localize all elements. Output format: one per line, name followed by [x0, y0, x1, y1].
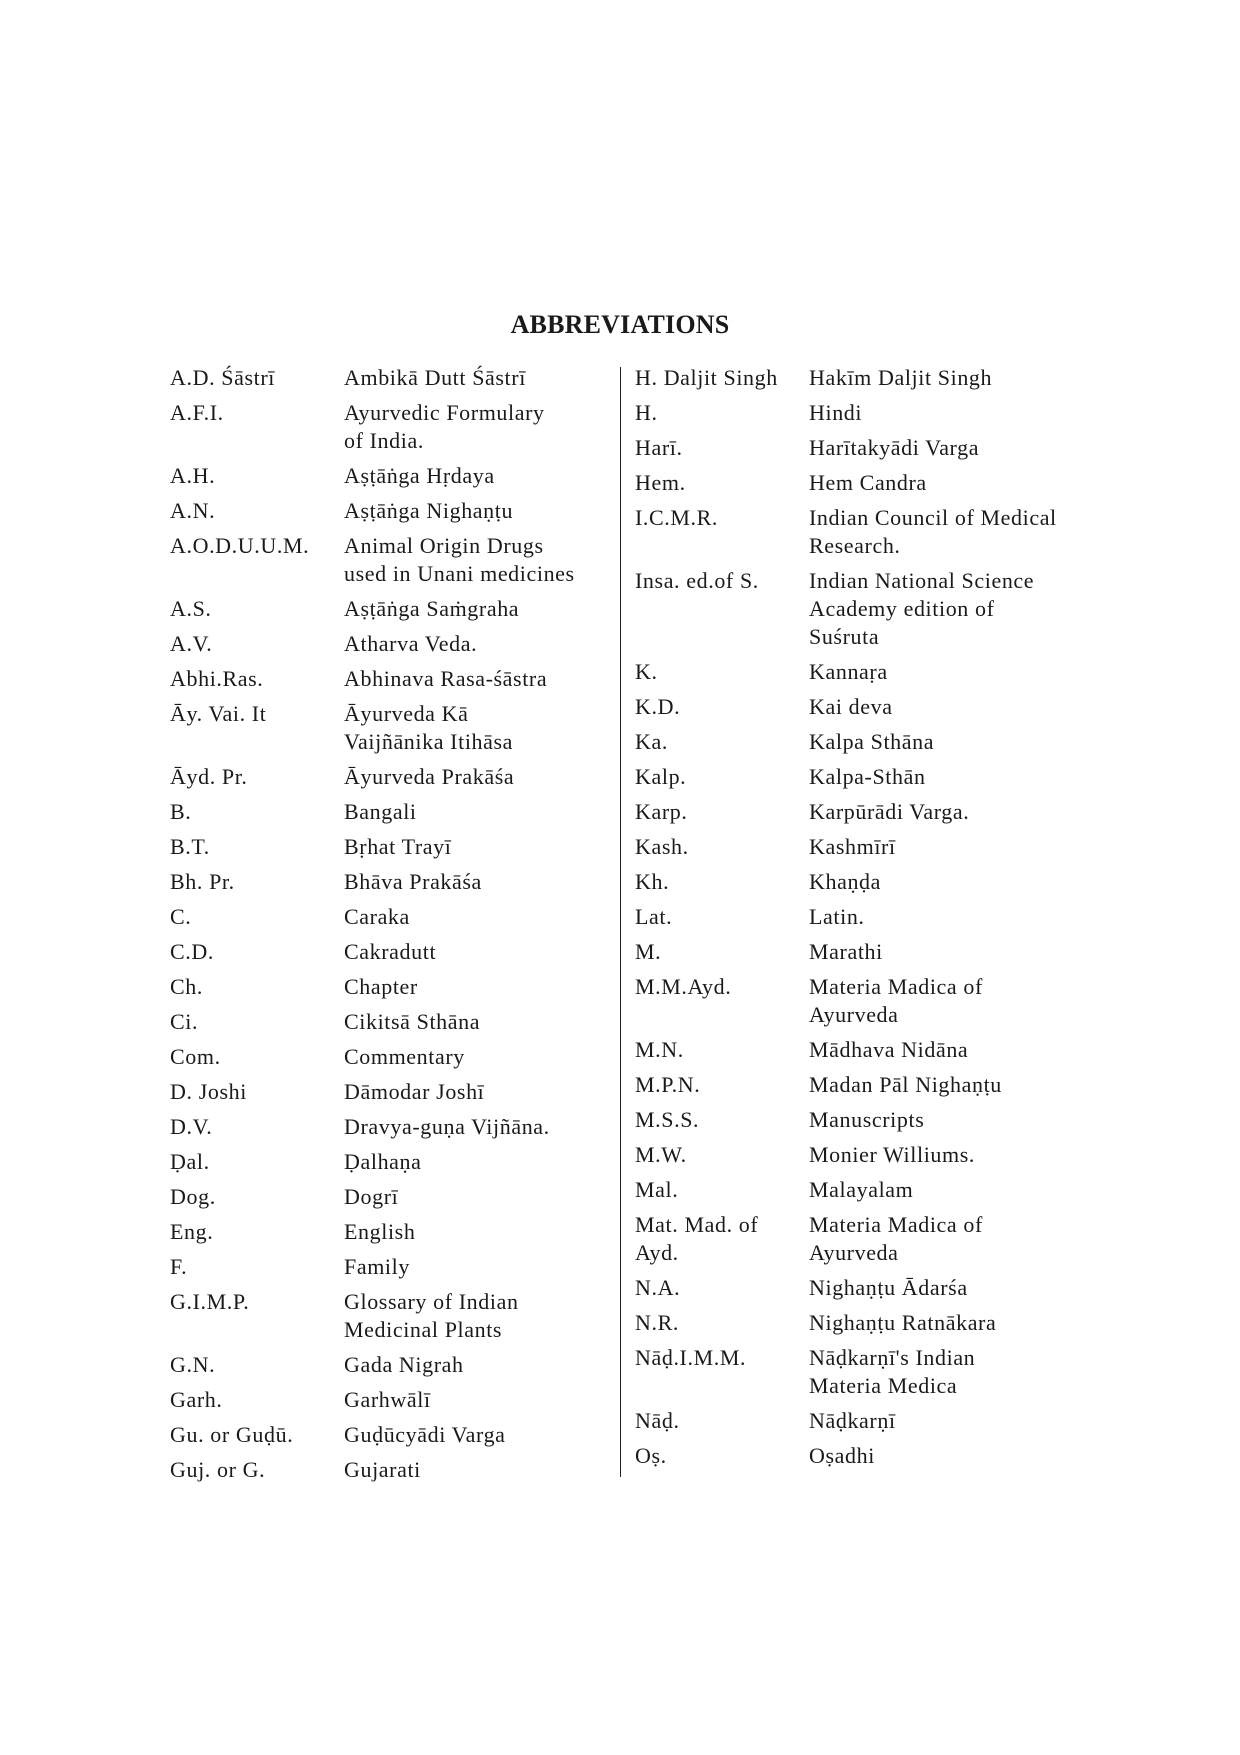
abbreviation: Kash. — [635, 834, 689, 859]
abbreviation-entry — [635, 1442, 1095, 1470]
abbreviation-entry — [635, 364, 1095, 392]
column-divider — [620, 367, 621, 1477]
abbreviation: N.A. — [635, 1275, 681, 1300]
abbreviation-meaning: Nāḍkarṇī's Indian Materia Medica — [809, 1345, 976, 1398]
abbreviation-entry — [635, 868, 1095, 896]
abbreviation-meaning: Cakradutt — [344, 939, 437, 964]
abbreviation-meaning: Family — [344, 1254, 410, 1279]
abbreviation-entry — [635, 973, 1095, 1029]
abbreviation: M.M.Ayd. — [635, 974, 732, 999]
abbreviation-entry — [170, 763, 610, 791]
abbreviation-entry — [635, 504, 1095, 560]
abbreviation-meaning: Khaṇḍa — [809, 869, 882, 894]
left-column — [170, 364, 610, 1491]
abbreviation: A.S. — [170, 596, 212, 621]
abbreviation: K.D. — [635, 694, 681, 719]
abbreviation-entry — [170, 532, 610, 588]
abbreviation: H. — [635, 400, 658, 425]
abbreviation-meaning: Aṣṭāṅga Saṁgraha — [344, 596, 520, 621]
abbreviation-entry — [170, 1043, 610, 1071]
abbreviation-meaning: Garhwālī — [344, 1387, 431, 1412]
abbreviation-meaning: Cikitsā Sthāna — [344, 1009, 481, 1034]
abbreviation-entry — [170, 1288, 610, 1344]
abbreviation-meaning: Materia Madica of Ayurveda — [809, 1212, 983, 1265]
abbreviation-meaning: Āyurveda Prakāśa — [344, 764, 515, 789]
abbreviation-meaning: Kalpa-Sthān — [809, 764, 926, 789]
abbreviation-entry — [635, 693, 1095, 721]
abbreviation-entry — [635, 763, 1095, 791]
abbreviation-meaning: Bṛhat Trayī — [344, 834, 452, 859]
abbreviation-meaning: Ambikā Dutt Śāstrī — [344, 365, 526, 390]
abbreviation-meaning: Materia Madica of Ayurveda — [809, 974, 983, 1027]
abbreviation: C. — [170, 904, 192, 929]
abbreviation-entry — [635, 1071, 1095, 1099]
abbreviation-entry — [170, 1421, 610, 1449]
abbreviation: Nāḍ.I.M.M. — [635, 1345, 747, 1370]
abbreviation-meaning: Mādhava Nidāna — [809, 1037, 969, 1062]
abbreviation-entry — [635, 1274, 1095, 1302]
abbreviation: M.N. — [635, 1037, 684, 1062]
abbreviation: Nāḍ. — [635, 1408, 680, 1433]
abbreviation-meaning: Oṣadhi — [809, 1443, 875, 1468]
abbreviation-meaning: Monier Williums. — [809, 1142, 975, 1167]
abbreviation: I.C.M.R. — [635, 505, 719, 530]
abbreviation: M.P.N. — [635, 1072, 701, 1097]
abbreviation: Hem. — [635, 470, 686, 495]
abbreviation-meaning: Kalpa Sthāna — [809, 729, 935, 754]
abbreviation-entry — [170, 903, 610, 931]
abbreviation-meaning: Dogrī — [344, 1184, 399, 1209]
abbreviation-meaning: Atharva Veda. — [344, 631, 478, 656]
abbreviation: H. Daljit Singh — [635, 365, 778, 390]
abbreviation-meaning: Hindi — [809, 400, 863, 425]
abbreviation: A.F.I. — [170, 400, 224, 425]
abbreviation-entry — [635, 658, 1095, 686]
abbreviation-meaning: Guḍūcyādi Varga — [344, 1422, 506, 1447]
abbreviation-entry — [170, 1218, 610, 1246]
abbreviation: Harī. — [635, 435, 683, 460]
abbreviation-entry — [635, 1106, 1095, 1134]
abbreviation-meaning: Madan Pāl Nighaṇṭu — [809, 1072, 1002, 1097]
abbreviation-entry — [170, 868, 610, 896]
abbreviation-entry — [635, 798, 1095, 826]
abbreviation-entry — [170, 1008, 610, 1036]
abbreviation-entry — [635, 728, 1095, 756]
abbreviation-meaning: Latin. — [809, 904, 865, 929]
abbreviation: D.V. — [170, 1114, 213, 1139]
abbreviation: B. — [170, 799, 192, 824]
abbreviation-entry — [635, 1309, 1095, 1337]
abbreviation-entry — [635, 903, 1095, 931]
abbreviation: M. — [635, 939, 662, 964]
abbreviation-meaning: Chapter — [344, 974, 418, 999]
abbreviation-entry — [170, 399, 610, 455]
abbreviation-meaning: Aṣṭāṅga Nighaṇṭu — [344, 498, 514, 523]
abbreviation: G.I.M.P. — [170, 1289, 250, 1314]
abbreviation-entry — [170, 973, 610, 1001]
abbreviation-meaning: Dravya-guṇa Vijñāna. — [344, 1114, 550, 1139]
page-title: ABBREVIATIONS — [510, 310, 730, 339]
abbreviation-meaning: Hakīm Daljit Singh — [809, 365, 993, 390]
abbreviation: Eng. — [170, 1219, 214, 1244]
abbreviation-meaning: Glossary of Indian Medicinal Plants — [344, 1289, 519, 1342]
abbreviation-entry — [170, 798, 610, 826]
abbreviation: F. — [170, 1254, 188, 1279]
abbreviation-meaning: Marathi — [809, 939, 883, 964]
abbreviation-entry — [170, 462, 610, 490]
abbreviation: A.D. Śāstrī — [170, 365, 275, 390]
abbreviation-meaning: Gujarati — [344, 1457, 421, 1482]
abbreviation-entry — [170, 833, 610, 861]
abbreviation-meaning: Aṣṭāṅga Hṛdaya — [344, 463, 495, 488]
abbreviation-entry — [635, 1141, 1095, 1169]
abbreviation-entry — [635, 567, 1095, 651]
abbreviation: Mal. — [635, 1177, 679, 1202]
abbreviation-entry — [170, 938, 610, 966]
abbreviation: M.S.S. — [635, 1107, 700, 1132]
abbreviation: Kh. — [635, 869, 670, 894]
abbreviation: Āyd. Pr. — [170, 764, 248, 789]
abbreviation-entry — [170, 700, 610, 756]
abbreviation-entry — [170, 1351, 610, 1379]
abbreviation-entry — [635, 938, 1095, 966]
abbreviation: Lat. — [635, 904, 673, 929]
abbreviation-entry — [170, 1078, 610, 1106]
abbreviation: Insa. ed.of S. — [635, 568, 759, 593]
abbreviation: Āy. Vai. It — [170, 701, 267, 726]
abbreviation: B.T. — [170, 834, 210, 859]
abbreviation-entry — [170, 364, 610, 392]
right-column — [635, 364, 1095, 1477]
abbreviation: Ka. — [635, 729, 668, 754]
abbreviation-meaning: Hem Candra — [809, 470, 927, 495]
abbreviation-entry — [170, 497, 610, 525]
abbreviation-meaning: Harītakyādi Varga — [809, 435, 980, 460]
abbreviation-entry — [170, 630, 610, 658]
abbreviation: Oṣ. — [635, 1443, 667, 1468]
abbreviation: Mat. Mad. of Ayd. — [635, 1212, 759, 1265]
abbreviation-entry — [635, 1036, 1095, 1064]
abbreviation-entry — [635, 1176, 1095, 1204]
abbreviation-entry — [170, 595, 610, 623]
abbreviation-meaning: Bangali — [344, 799, 417, 824]
abbreviation: A.N. — [170, 498, 216, 523]
abbreviation-meaning: Malayalam — [809, 1177, 914, 1202]
abbreviation: C.D. — [170, 939, 214, 964]
abbreviation-entry — [635, 1407, 1095, 1435]
abbreviation: Ḍal. — [170, 1149, 210, 1174]
abbreviation: Bh. Pr. — [170, 869, 235, 894]
abbreviation: Kalp. — [635, 764, 687, 789]
abbreviation: D. Joshi — [170, 1079, 247, 1104]
abbreviation-meaning: Manuscripts — [809, 1107, 925, 1132]
abbreviation: Garh. — [170, 1387, 223, 1412]
abbreviation-entry — [635, 434, 1095, 462]
abbreviation-entry — [170, 665, 610, 693]
abbreviation: Ci. — [170, 1009, 199, 1034]
abbreviation-entry — [635, 469, 1095, 497]
abbreviation-meaning: Dāmodar Joshī — [344, 1079, 485, 1104]
abbreviation-meaning: Bhāva Prakāśa — [344, 869, 482, 894]
abbreviation-meaning: Kannaṛa — [809, 659, 888, 684]
abbreviation: Com. — [170, 1044, 221, 1069]
abbreviation-entry — [635, 1344, 1095, 1400]
abbreviation-meaning: Ayurvedic Formulary of India. — [344, 400, 545, 453]
abbreviation: A.V. — [170, 631, 213, 656]
abbreviation-entry — [170, 1183, 610, 1211]
abbreviation: Ch. — [170, 974, 203, 999]
abbreviation-entry — [635, 833, 1095, 861]
abbreviation: G.N. — [170, 1352, 216, 1377]
abbreviation-meaning: English — [344, 1219, 416, 1244]
abbreviation-entry — [170, 1148, 610, 1176]
abbreviation-entry — [170, 1456, 610, 1484]
abbreviation-meaning: Kashmīrī — [809, 834, 896, 859]
abbreviation-meaning: Karpūrādi Varga. — [809, 799, 970, 824]
abbreviation: A.O.D.U.U.M. — [170, 533, 310, 558]
abbreviation-entry — [170, 1386, 610, 1414]
abbreviation-entry — [635, 1211, 1095, 1267]
abbreviation-meaning: Āyurveda Kā Vaijñānika Itihāsa — [344, 701, 514, 754]
abbreviation-entry — [635, 399, 1095, 427]
abbreviation: N.R. — [635, 1310, 679, 1335]
abbreviation: Gu. or Guḍū. — [170, 1422, 294, 1447]
abbreviation-meaning: Nāḍkarṇī — [809, 1408, 896, 1433]
abbreviation: Guj. or G. — [170, 1457, 266, 1482]
abbreviation-meaning: Ḍalhaṇa — [344, 1149, 422, 1174]
abbreviation-meaning: Indian National Science Academy edition of Suśruta — [809, 568, 1035, 649]
abbreviation: Karp. — [635, 799, 688, 824]
abbreviation-meaning: Kai deva — [809, 694, 893, 719]
abbreviation-entry — [170, 1113, 610, 1141]
abbreviation-entry — [170, 1253, 610, 1281]
abbreviation-meaning: Caraka — [344, 904, 410, 929]
abbreviation: Dog. — [170, 1184, 216, 1209]
abbreviation: A.H. — [170, 463, 216, 488]
abbreviation-meaning: Indian Council of Medical Research. — [809, 505, 1057, 558]
abbreviation-meaning: Nighaṇṭu Ratnākara — [809, 1310, 997, 1335]
abbreviation: M.W. — [635, 1142, 687, 1167]
abbreviation: K. — [635, 659, 658, 684]
abbreviation: Abhi.Ras. — [170, 666, 264, 691]
abbreviation-meaning: Nighaṇṭu Ādarśa — [809, 1275, 968, 1300]
abbreviation-meaning: Commentary — [344, 1044, 465, 1069]
abbreviation-meaning: Gada Nigrah — [344, 1352, 464, 1377]
abbreviation-meaning: Animal Origin Drugs used in Unani medicines — [344, 533, 575, 586]
abbreviation-meaning: Abhinava Rasa-śāstra — [344, 666, 548, 691]
